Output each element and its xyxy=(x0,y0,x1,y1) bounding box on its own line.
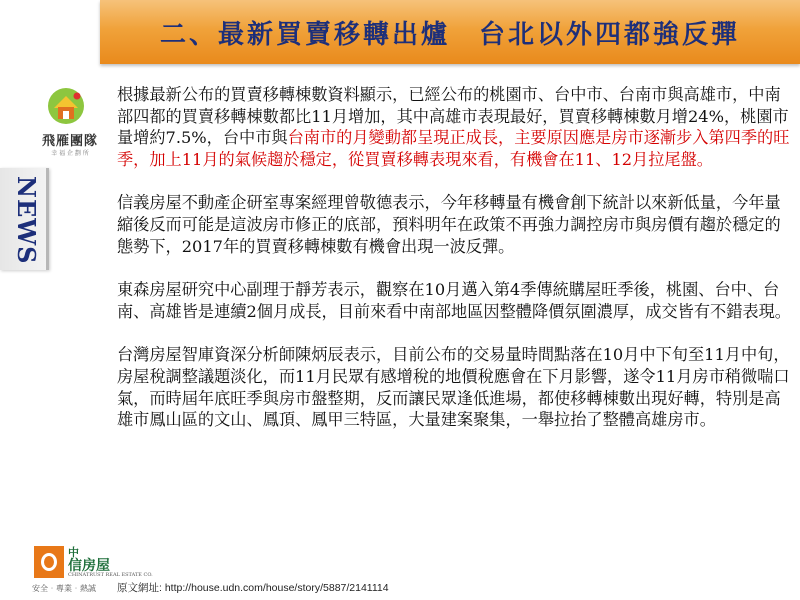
page-title: 二、最新買賣移轉出爐 台北以外四都強反彈 xyxy=(159,20,740,50)
logo-brand-english: CHINATRUST REAL ESTATE CO. xyxy=(68,572,153,578)
source-url[interactable]: 原文網址: http://house.udn.com/house/story/5887/2141114 xyxy=(117,582,389,594)
flying-geese-logo xyxy=(28,86,108,156)
logo-brand-2: 信房屋 xyxy=(68,558,110,574)
house-logo-icon xyxy=(46,86,86,126)
logo-tagline: 幸 福 企 劃 所 xyxy=(51,150,89,157)
paragraph-3: 東森房屋研究中心副理于靜芳表示，觀察在10月邁入第4季傳統購屋旺季後，桃園、台中、台南、高雄皆是連續2個月成長，目前來看中南部地區因整體降價氛圍濃厚，成交皆有不錯表現。 xyxy=(117,280,791,321)
realty-logo-icon xyxy=(34,546,64,578)
logo-slogan: 安全‧專業‧熱誠 xyxy=(32,584,96,593)
chinatrust-realty-logo xyxy=(32,546,153,593)
paragraph-1-highlight: 台南市的月變動都呈現正成長，主要原因應是房市逐漸步入第四季的旺季，加上11月的氣候趨於穩定，從買賣移轉表現來看，有機會在11、12月拉尾盤。 xyxy=(117,128,790,169)
news-tab xyxy=(0,168,49,270)
logo-name: 飛雁團隊 xyxy=(41,134,98,149)
paragraph-2: 信義房屋不動產企研室專案經理曾敬德表示，今年移轉量有機會創下統計以來新低量，今年量縮後反而可能是這波房市修正的底部，預料明年在政策不再強力調控房市與房價有趨於穩定的態勢下，2017年的買賣移轉棟數有機會出現一波反彈。 xyxy=(117,193,781,256)
paragraph-1 xyxy=(117,84,793,170)
article-body xyxy=(117,84,793,453)
paragraph-1-lead: 根據最新公布的買賣移轉棟數資料顯示，已經公布的桃園市、台中市、台南市與高雄市，中南部四都的買賣移轉棟數都比11月增加，其中高雄市表現最好，買賣移轉棟數月增24%，桃園市量增約7.5%，台中市與 xyxy=(117,85,789,148)
paragraph-4: 台灣房屋智庫資深分析師陳炳辰表示，目前公布的交易量時間點落在10月中下旬至11月中旬，房屋稅調整議題淡化，而11月民眾有感增稅的地價稅應會在下月影響，遂令11月房市稍微喘口氣，而時屆年底旺季與房市盤整期，反而讓民眾逢低進場，都使移轉棟數出現好轉，特別是高雄市鳳山區的文山、鳳頂、鳳甲三特區，大量建案聚集，一舉拉抬了整體高雄房市。 xyxy=(117,345,790,430)
logo-brand-1: 中 xyxy=(68,546,79,559)
news-label: NEWS xyxy=(12,176,41,265)
title-banner xyxy=(100,0,800,64)
